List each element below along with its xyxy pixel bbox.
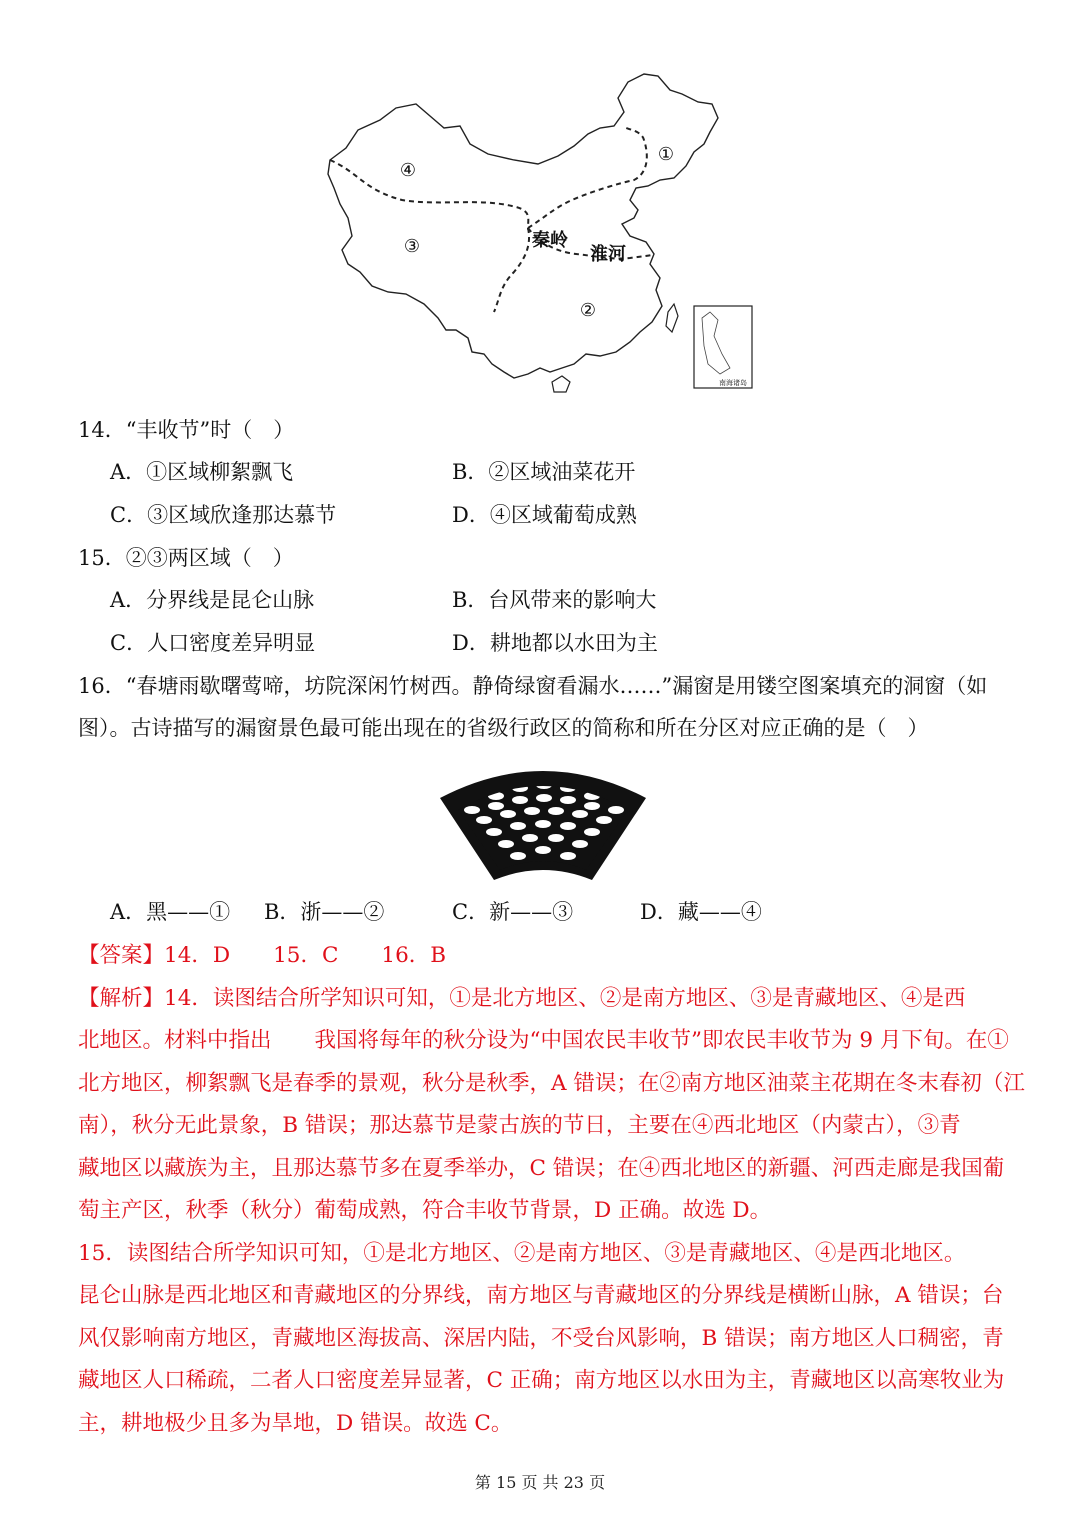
analysis-line-6: 萄主产区，秋季（秋分）葡萄成熟，符合丰收节背景，D 正确。故选 D。 (78, 1198, 772, 1223)
analysis-line-11: 主，耕地极少且多为旱地，D 错误。故选 C。 (78, 1411, 513, 1436)
q16-option-c: C．新——③ (452, 900, 574, 924)
q15-option-c: C．人口密度差异明显 (110, 631, 316, 655)
map-label-4: ④ (399, 160, 417, 181)
fan-lattice-window (436, 766, 650, 884)
q15-option-b: B．台风带来的影响大 (452, 588, 657, 612)
analysis-line-4: 南），秋分无此景象，B 错误；那达慕节是蒙古族的节日，主要在④西北地区（内蒙古），③青 (78, 1113, 961, 1138)
map-label-huaihe: 淮河 (590, 244, 626, 265)
map-label-qinling: 秦岭 (532, 230, 568, 251)
map-label-3: ③ (403, 236, 421, 257)
q15-option-a: A．分界线是昆仑山脉 (110, 588, 315, 612)
analysis-line-10: 藏地区人口稀疏，二者人口密度差异显著，C 正确；南方地区以水田为主，青藏地区以高寒牧业为 (78, 1368, 1005, 1393)
analysis-tag: 【解析】 (78, 986, 165, 1011)
q14-stem: 14．“丰收节”时（ ） (78, 418, 295, 442)
answer-tag: 【答案】 (78, 943, 165, 968)
analysis-line-2: 北地区。材料中指出 我国将每年的秋分设为“中国农民丰收节”即农民丰收节为 9 月下旬。在① (78, 1028, 1009, 1053)
china-region-map (318, 68, 758, 398)
map-label-1: ① (657, 144, 675, 165)
q16-option-d: D．藏——④ (640, 900, 762, 924)
south-sea-inset (694, 306, 752, 388)
analysis-line-7: 15．读图结合所学知识可知，①是北方地区、②是南方地区、③是青藏地区、④是西北地区。 (78, 1241, 966, 1266)
taiwan-island (666, 304, 678, 332)
china-outline (328, 74, 718, 378)
map-label-2: ② (579, 300, 597, 321)
q15-option-d: D．耕地都以水田为主 (452, 631, 658, 655)
q14-option-b: B．②区域油菜花开 (452, 460, 636, 484)
q15-stem: 15．②③两区域（ ） (78, 546, 294, 570)
analysis-line-9: 风仅影响南方地区，青藏地区海拔高、深居内陆，不受台风影响，B 错误；南方地区人口稠密，青 (78, 1326, 1004, 1351)
q16-stem-line-2: 图）。古诗描写的漏窗景色最可能出现在的省级行政区的简称和所在分区对应正确的是（ ） (78, 716, 929, 740)
analysis-line-1 (78, 981, 965, 1012)
hainan-island (552, 376, 570, 392)
answer-line (78, 938, 446, 969)
q16-option-a: A．黑——① (110, 900, 231, 924)
q14-option-a: A．①区域柳絮飘飞 (110, 460, 294, 484)
page-footer: 第 15 页 共 23 页 (474, 1473, 606, 1492)
analysis-line-8: 昆仑山脉是西北地区和青藏地区的分界线，南方地区与青藏地区的分界线是横断山脉，A 错误；台 (78, 1283, 1004, 1308)
analysis-line-5: 藏地区以藏族为主，且那达慕节多在夏季举办，C 错误；在④西北地区的新疆、河西走廊是我国葡 (78, 1156, 1005, 1181)
analysis-line-3: 北方地区，柳絮飘飞是春季的景观，秋分是秋季，A 错误；在②南方地区油菜主花期在冬末春初（江 (78, 1071, 1025, 1096)
q16-stem-line-1: 16．“春塘雨歇曙莺啼，坊院深闲竹树西。静倚绿窗看漏水……”漏窗是用镂空图案填充的洞窗（如 (78, 674, 988, 698)
q14-option-d: D．④区域葡萄成熟 (452, 503, 637, 527)
boundary-qinghai-tibet (494, 228, 529, 312)
boundary-north-northwest (330, 128, 647, 228)
q16-option-b: B．浙——② (264, 900, 385, 924)
q14-option-c: C．③区域欣逢那达慕节 (110, 503, 337, 527)
inset-label: 南海诸岛 (719, 379, 747, 387)
answer-text: 14．D 15．C 16．B (164, 943, 447, 968)
analysis-text: 14．读图结合所学知识可知，①是北方地区、②是南方地区、③是青藏地区、④是西 (164, 986, 966, 1011)
